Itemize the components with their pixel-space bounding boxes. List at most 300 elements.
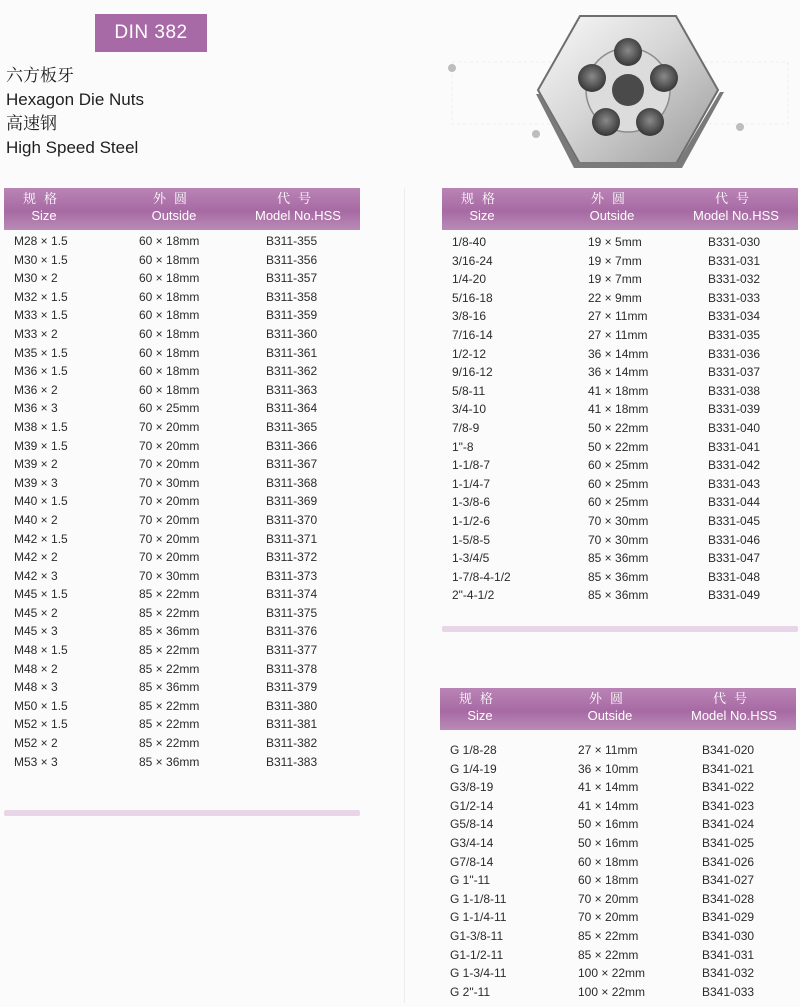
model-cell: B341-022 bbox=[702, 780, 755, 795]
model-cell: B311-371 bbox=[266, 531, 318, 546]
product-title bbox=[6, 64, 144, 160]
size-cell: 1-7/8-4-1/2 bbox=[452, 569, 511, 584]
size-cell: G3/4-14 bbox=[450, 835, 494, 850]
outside-cell: 60 × 25mm bbox=[588, 458, 649, 473]
table-row bbox=[440, 983, 796, 1002]
size-cell: M45 × 1.5 bbox=[14, 587, 68, 602]
size-cell: M30 × 2 bbox=[14, 271, 58, 286]
size-cell: G3/8-19 bbox=[450, 780, 494, 795]
photo-dot-left bbox=[448, 64, 456, 72]
size-cell: M35 × 1.5 bbox=[14, 345, 68, 360]
outside-cell: 100 × 22mm bbox=[578, 966, 646, 981]
table-row bbox=[4, 622, 360, 641]
photo-dot-bottom bbox=[532, 130, 540, 138]
size-cell: 7/8-9 bbox=[452, 420, 480, 435]
table-row bbox=[4, 660, 360, 679]
model-cell: B331-044 bbox=[708, 495, 761, 510]
table-row bbox=[4, 455, 360, 474]
size-cell: M32 × 1.5 bbox=[14, 289, 68, 304]
model-cell: B311-372 bbox=[266, 550, 318, 565]
outside-cell: 60 × 18mm bbox=[139, 364, 200, 379]
model-cell: B341-030 bbox=[702, 928, 755, 943]
model-cell: B311-382 bbox=[266, 736, 318, 751]
standard-badge: DIN 382 bbox=[95, 14, 207, 52]
outside-cell: 50 × 16mm bbox=[578, 835, 639, 850]
outside-cell: 50 × 16mm bbox=[578, 817, 639, 832]
size-cell: M53 × 3 bbox=[14, 754, 58, 769]
model-cell: B331-035 bbox=[708, 327, 761, 342]
table-bottom-rule bbox=[442, 626, 798, 632]
model-cell: B311-360 bbox=[266, 326, 318, 341]
table-body bbox=[442, 233, 798, 605]
size-cell: M40 × 1.5 bbox=[14, 494, 68, 509]
outside-cell: 27 × 11mm bbox=[588, 327, 648, 342]
outside-cell: 41 × 14mm bbox=[578, 798, 639, 813]
chip-hole-3 bbox=[636, 108, 664, 136]
outside-cell: 50 × 22mm bbox=[588, 439, 649, 454]
table-row bbox=[440, 834, 796, 853]
table-row bbox=[442, 419, 798, 438]
title-zh-name: 六方板牙 bbox=[6, 66, 74, 85]
table-row bbox=[4, 325, 360, 344]
model-cell: B331-032 bbox=[708, 272, 761, 287]
model-cell: B311-365 bbox=[266, 419, 318, 434]
hexagon-die-nut-image bbox=[440, 0, 800, 175]
size-cell: M52 × 2 bbox=[14, 736, 58, 751]
outside-cell: 36 × 14mm bbox=[588, 365, 649, 380]
size-cell: 7/16-14 bbox=[452, 327, 493, 342]
table-row bbox=[442, 326, 798, 345]
model-cell: B331-043 bbox=[708, 476, 761, 491]
outside-cell: 60 × 18mm bbox=[139, 252, 200, 267]
size-cell: 1-3/4/5 bbox=[452, 551, 490, 566]
table-row bbox=[440, 797, 796, 816]
model-cell: B331-038 bbox=[708, 383, 761, 398]
table-row bbox=[4, 492, 360, 511]
table-row bbox=[4, 251, 360, 270]
outside-cell: 70 × 20mm bbox=[578, 910, 639, 925]
table-row bbox=[4, 734, 360, 753]
outside-cell: 70 × 30mm bbox=[139, 475, 200, 490]
table-row bbox=[4, 697, 360, 716]
size-cell: 1/8-40 bbox=[452, 235, 487, 249]
outside-cell: 100 × 22mm bbox=[578, 984, 646, 999]
header-zh-label: 代号 bbox=[714, 191, 757, 206]
model-cell: B331-048 bbox=[708, 569, 761, 584]
table-row bbox=[4, 288, 360, 307]
header-zh-label: 规格 bbox=[458, 691, 501, 706]
table-row bbox=[4, 715, 360, 734]
table-row bbox=[4, 530, 360, 549]
table-row bbox=[440, 871, 796, 890]
model-cell: B311-381 bbox=[266, 717, 318, 732]
model-cell: B331-037 bbox=[708, 365, 761, 380]
size-cell: G7/8-14 bbox=[450, 854, 494, 869]
outside-cell: 19 × 7mm bbox=[588, 272, 642, 287]
header-zh-label: 规格 bbox=[22, 191, 65, 206]
size-cell: G1/2-14 bbox=[450, 798, 494, 813]
model-cell: B331-047 bbox=[708, 551, 761, 566]
outside-cell: 85 × 36mm bbox=[139, 624, 200, 639]
table-row bbox=[4, 381, 360, 400]
size-cell: G 1-1/8-11 bbox=[450, 891, 507, 906]
size-cell: G1-3/8-11 bbox=[450, 928, 504, 943]
outside-cell: 85 × 22mm bbox=[139, 605, 200, 620]
header-en-label: Outside bbox=[589, 208, 635, 223]
title-en-name: Hexagon Die Nuts bbox=[6, 90, 144, 109]
header-size bbox=[442, 190, 522, 225]
header-en-label: Outside bbox=[151, 208, 197, 223]
model-cell: B311-355 bbox=[266, 234, 318, 248]
table-row bbox=[442, 586, 798, 605]
size-cell: M42 × 2 bbox=[14, 550, 58, 565]
table-header bbox=[440, 688, 796, 730]
outside-cell: 19 × 5mm bbox=[588, 235, 642, 249]
model-cell: B311-370 bbox=[266, 512, 318, 527]
size-cell: M33 × 1.5 bbox=[14, 308, 68, 323]
table-row bbox=[440, 741, 796, 760]
chip-hole-1 bbox=[614, 38, 642, 66]
outside-cell: 50 × 22mm bbox=[588, 420, 649, 435]
size-cell: M36 × 2 bbox=[14, 382, 58, 397]
model-cell: B311-361 bbox=[266, 345, 318, 360]
model-cell: B311-369 bbox=[266, 494, 318, 509]
outside-cell: 60 × 18mm bbox=[578, 854, 639, 869]
model-cell: B341-033 bbox=[702, 984, 755, 999]
model-cell: B341-032 bbox=[702, 966, 755, 981]
outside-cell: 22 × 9mm bbox=[588, 290, 642, 305]
header-zh-label: 外圆 bbox=[590, 191, 633, 206]
outside-cell: 19 × 7mm bbox=[588, 253, 642, 268]
outside-cell: 60 × 18mm bbox=[139, 271, 200, 286]
header-outside bbox=[114, 190, 234, 225]
chip-hole-4 bbox=[592, 108, 620, 136]
outside-cell: 60 × 18mm bbox=[578, 873, 639, 888]
table-row bbox=[4, 418, 360, 437]
metric-table bbox=[4, 188, 360, 771]
size-cell: M40 × 2 bbox=[14, 512, 58, 527]
size-cell: G 1/4-19 bbox=[450, 761, 497, 776]
size-cell: 2"-4-1/2 bbox=[452, 588, 495, 603]
model-cell: B311-366 bbox=[266, 438, 318, 453]
outside-cell: 41 × 18mm bbox=[588, 402, 649, 417]
model-cell: B341-023 bbox=[702, 798, 755, 813]
header-model bbox=[672, 690, 796, 725]
outside-cell: 70 × 30mm bbox=[588, 532, 649, 547]
outside-cell: 85 × 36mm bbox=[139, 680, 200, 695]
outside-cell: 70 × 20mm bbox=[139, 457, 200, 472]
model-cell: B311-376 bbox=[266, 624, 318, 639]
header-en-label: Size bbox=[469, 208, 495, 223]
size-cell: G 1-1/4-11 bbox=[450, 910, 507, 925]
header-model bbox=[236, 190, 360, 225]
model-cell: B311-356 bbox=[266, 252, 318, 267]
unc-table bbox=[442, 188, 798, 605]
thread-bore bbox=[612, 74, 644, 106]
outside-cell: 85 × 22mm bbox=[139, 587, 200, 602]
size-cell: G 2"-11 bbox=[450, 984, 491, 999]
size-cell: 1-1/2-6 bbox=[452, 513, 491, 528]
table-row bbox=[442, 549, 798, 568]
model-cell: B311-373 bbox=[266, 568, 318, 583]
table-row bbox=[442, 382, 798, 401]
table-row bbox=[4, 306, 360, 325]
table-row bbox=[440, 946, 796, 965]
outside-cell: 60 × 18mm bbox=[139, 234, 200, 248]
outside-cell: 85 × 22mm bbox=[578, 928, 639, 943]
outside-cell: 85 × 22mm bbox=[139, 717, 200, 732]
size-cell: M42 × 1.5 bbox=[14, 531, 68, 546]
header-en-label: Size bbox=[31, 208, 57, 223]
table-row bbox=[442, 345, 798, 364]
model-cell: B331-046 bbox=[708, 532, 761, 547]
chip-hole-5 bbox=[578, 64, 606, 92]
outside-cell: 70 × 20mm bbox=[578, 891, 639, 906]
outside-cell: 85 × 36mm bbox=[139, 754, 200, 769]
header-outside bbox=[550, 690, 670, 725]
size-cell: 3/4-10 bbox=[452, 402, 487, 417]
model-cell: B341-031 bbox=[702, 947, 755, 962]
header-model bbox=[674, 190, 798, 225]
table-row bbox=[440, 853, 796, 872]
model-cell: B341-026 bbox=[702, 854, 755, 869]
size-cell: M45 × 2 bbox=[14, 605, 58, 620]
size-cell: M45 × 3 bbox=[14, 624, 58, 639]
size-cell: M50 × 1.5 bbox=[14, 698, 68, 713]
table-row bbox=[442, 252, 798, 271]
size-cell: M48 × 2 bbox=[14, 661, 58, 676]
header-en-label: Size bbox=[467, 708, 493, 723]
outside-cell: 85 × 36mm bbox=[588, 588, 649, 603]
model-cell: B341-028 bbox=[702, 891, 755, 906]
table-row bbox=[442, 438, 798, 457]
size-cell: 1-3/8-6 bbox=[452, 495, 491, 510]
outside-cell: 70 × 20mm bbox=[139, 531, 200, 546]
model-cell: B311-375 bbox=[266, 605, 318, 620]
outside-cell: 60 × 25mm bbox=[588, 476, 649, 491]
outside-cell: 85 × 22mm bbox=[139, 661, 200, 676]
size-cell: 1-1/8-7 bbox=[452, 458, 491, 473]
size-cell: M36 × 1.5 bbox=[14, 364, 68, 379]
outside-cell: 41 × 18mm bbox=[588, 383, 649, 398]
table-row bbox=[442, 363, 798, 382]
table-row bbox=[4, 753, 360, 772]
model-cell: B331-045 bbox=[708, 513, 761, 528]
outside-cell: 70 × 20mm bbox=[139, 419, 200, 434]
header-outside bbox=[552, 190, 672, 225]
pipe-table bbox=[440, 688, 796, 1001]
size-cell: 5/16-18 bbox=[452, 290, 493, 305]
size-cell: M52 × 1.5 bbox=[14, 717, 68, 732]
model-cell: B311-358 bbox=[266, 289, 318, 304]
model-cell: B331-033 bbox=[708, 290, 761, 305]
outside-cell: 70 × 30mm bbox=[588, 513, 649, 528]
table-row bbox=[4, 344, 360, 363]
size-cell: 3/8-16 bbox=[452, 309, 487, 324]
size-cell: G 1-3/4-11 bbox=[450, 966, 507, 981]
model-cell: B331-030 bbox=[708, 235, 761, 249]
model-cell: B311-377 bbox=[266, 643, 318, 658]
outside-cell: 70 × 20mm bbox=[139, 550, 200, 565]
outside-cell: 60 × 25mm bbox=[139, 401, 200, 416]
model-cell: B331-039 bbox=[708, 402, 761, 417]
size-cell: M36 × 3 bbox=[14, 401, 58, 416]
table-row bbox=[442, 475, 798, 494]
header-zh-label: 外圆 bbox=[588, 691, 631, 706]
model-cell: B331-049 bbox=[708, 588, 761, 603]
model-cell: B311-378 bbox=[266, 661, 318, 676]
size-cell: 1/2-12 bbox=[452, 346, 487, 361]
model-cell: B331-031 bbox=[708, 253, 761, 268]
table-row bbox=[442, 307, 798, 326]
outside-cell: 70 × 30mm bbox=[139, 568, 200, 583]
model-cell: B341-024 bbox=[702, 817, 755, 832]
outside-cell: 85 × 22mm bbox=[578, 947, 639, 962]
table-row bbox=[440, 815, 796, 834]
outside-cell: 60 × 18mm bbox=[139, 382, 200, 397]
outside-cell: 27 × 11mm bbox=[578, 743, 638, 757]
header-zh-label: 代号 bbox=[712, 691, 755, 706]
outside-cell: 85 × 36mm bbox=[588, 569, 649, 584]
size-cell: M39 × 2 bbox=[14, 457, 58, 472]
table-row bbox=[4, 474, 360, 493]
header-en-label: Model No.HSS bbox=[255, 208, 341, 223]
table-row bbox=[442, 400, 798, 419]
table-row bbox=[440, 778, 796, 797]
table-row bbox=[4, 232, 360, 251]
table-row bbox=[440, 890, 796, 909]
model-cell: B311-367 bbox=[266, 457, 318, 472]
header-en-label: Outside bbox=[587, 708, 633, 723]
model-cell: B311-383 bbox=[266, 754, 318, 769]
table-row bbox=[4, 548, 360, 567]
outside-cell: 85 × 22mm bbox=[139, 643, 200, 658]
table-row bbox=[4, 567, 360, 586]
outside-cell: 85 × 22mm bbox=[139, 698, 200, 713]
header-size bbox=[440, 690, 520, 725]
model-cell: B331-040 bbox=[708, 420, 761, 435]
outside-cell: 85 × 22mm bbox=[139, 736, 200, 751]
header-zh-label: 外圆 bbox=[152, 191, 195, 206]
table-row bbox=[442, 270, 798, 289]
size-cell: M30 × 1.5 bbox=[14, 252, 68, 267]
model-cell: B331-034 bbox=[708, 309, 761, 324]
table-row bbox=[442, 531, 798, 550]
size-cell: G 1/8-28 bbox=[450, 743, 497, 757]
table-bottom-rule bbox=[4, 810, 360, 816]
table-row bbox=[4, 269, 360, 288]
table-row bbox=[4, 399, 360, 418]
size-cell: G 1"-11 bbox=[450, 873, 491, 888]
model-cell: B341-020 bbox=[702, 743, 755, 757]
table-row bbox=[442, 456, 798, 475]
model-cell: B311-357 bbox=[266, 271, 318, 286]
table-row bbox=[440, 964, 796, 983]
outside-cell: 36 × 10mm bbox=[578, 761, 639, 776]
title-zh-material: 高速钢 bbox=[6, 114, 57, 133]
size-cell: 3/16-24 bbox=[452, 253, 493, 268]
size-cell: M42 × 3 bbox=[14, 568, 58, 583]
table-row bbox=[440, 927, 796, 946]
table-row bbox=[440, 760, 796, 779]
header-zh-label: 规格 bbox=[460, 191, 503, 206]
size-cell: M39 × 3 bbox=[14, 475, 58, 490]
size-cell: 5/8-11 bbox=[452, 383, 486, 398]
table-row bbox=[4, 362, 360, 381]
table-body bbox=[440, 741, 796, 1001]
model-cell: B341-029 bbox=[702, 910, 755, 925]
size-cell: G1-1/2-11 bbox=[450, 947, 504, 962]
outside-cell: 36 × 14mm bbox=[588, 346, 649, 361]
table-row bbox=[442, 233, 798, 252]
table-row bbox=[442, 289, 798, 308]
outside-cell: 60 × 18mm bbox=[139, 308, 200, 323]
table-body bbox=[4, 232, 360, 771]
size-cell: 1/4-20 bbox=[452, 272, 487, 287]
table-row bbox=[4, 604, 360, 623]
model-cell: B311-364 bbox=[266, 401, 318, 416]
table-row bbox=[4, 511, 360, 530]
size-cell: M33 × 2 bbox=[14, 326, 58, 341]
model-cell: B341-027 bbox=[702, 873, 755, 888]
header-size bbox=[4, 190, 84, 225]
model-cell: B311-362 bbox=[266, 364, 318, 379]
title-en-material: High Speed Steel bbox=[6, 138, 139, 157]
table-row bbox=[442, 493, 798, 512]
header-en-label: Model No.HSS bbox=[691, 708, 777, 723]
table-row bbox=[4, 641, 360, 660]
table-row bbox=[4, 678, 360, 697]
outside-cell: 60 × 18mm bbox=[139, 345, 200, 360]
model-cell: B331-036 bbox=[708, 346, 761, 361]
column-divider bbox=[404, 188, 405, 1003]
outside-cell: 85 × 36mm bbox=[588, 551, 649, 566]
table-row bbox=[4, 585, 360, 604]
size-cell: 1-5/8-5 bbox=[452, 532, 491, 547]
header-zh-label: 代号 bbox=[276, 191, 319, 206]
model-cell: B311-379 bbox=[266, 680, 318, 695]
size-cell: M38 × 1.5 bbox=[14, 419, 68, 434]
table-header bbox=[4, 188, 360, 230]
size-cell: 9/16-12 bbox=[452, 365, 493, 380]
model-cell: B311-368 bbox=[266, 475, 318, 490]
model-cell: B341-025 bbox=[702, 835, 755, 850]
table-row bbox=[440, 908, 796, 927]
outside-cell: 41 × 14mm bbox=[578, 780, 639, 795]
size-cell: M28 × 1.5 bbox=[14, 234, 68, 248]
table-header bbox=[442, 188, 798, 230]
model-cell: B331-041 bbox=[708, 439, 761, 454]
model-cell: B311-363 bbox=[266, 382, 318, 397]
size-cell: M39 × 1.5 bbox=[14, 438, 68, 453]
size-cell: 1"-8 bbox=[452, 439, 474, 454]
outside-cell: 60 × 18mm bbox=[139, 326, 200, 341]
model-cell: B331-042 bbox=[708, 458, 761, 473]
model-cell: B341-021 bbox=[702, 761, 755, 776]
outside-cell: 70 × 20mm bbox=[139, 494, 200, 509]
chip-hole-2 bbox=[650, 64, 678, 92]
outside-cell: 60 × 25mm bbox=[588, 495, 649, 510]
outside-cell: 60 × 18mm bbox=[139, 289, 200, 304]
table-row bbox=[442, 512, 798, 531]
size-cell: G5/8-14 bbox=[450, 817, 494, 832]
outside-cell: 70 × 20mm bbox=[139, 438, 200, 453]
model-cell: B311-374 bbox=[266, 587, 318, 602]
size-cell: M48 × 1.5 bbox=[14, 643, 68, 658]
model-cell: B311-359 bbox=[266, 308, 318, 323]
header-en-label: Model No.HSS bbox=[693, 208, 779, 223]
outside-cell: 27 × 11mm bbox=[588, 309, 648, 324]
